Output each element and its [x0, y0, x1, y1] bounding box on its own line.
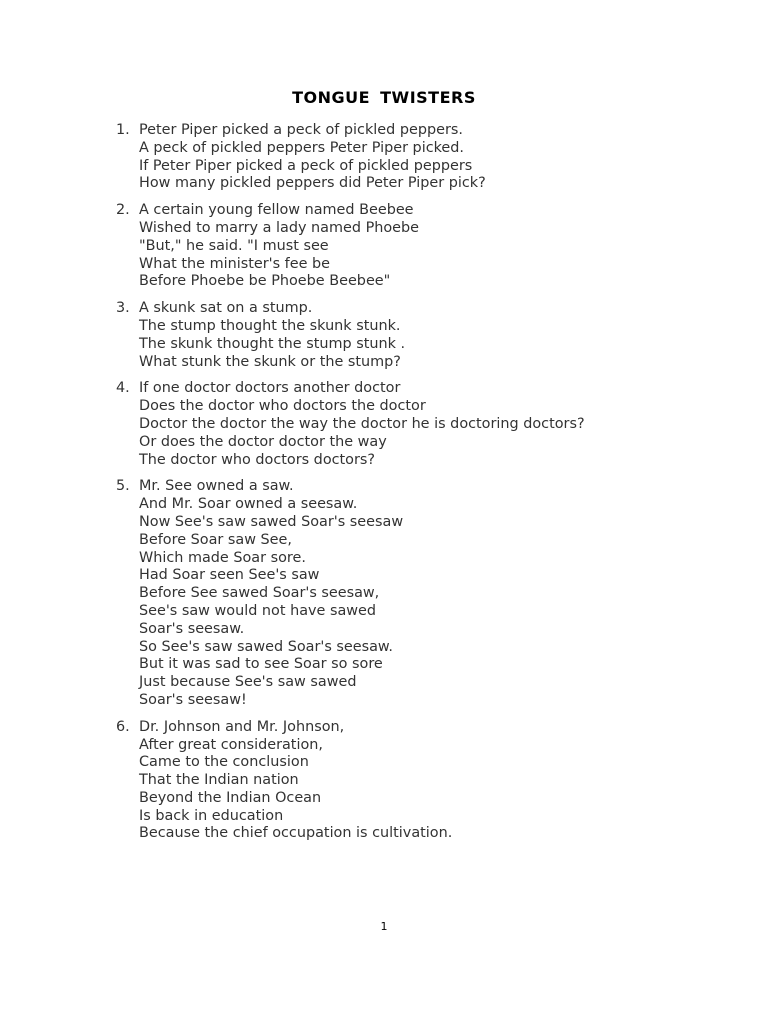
verse-line: Because the chief occupation is cultivation. — [139, 825, 453, 842]
verse-line: Which made Soar sore. — [139, 549, 306, 566]
verse-lines — [139, 122, 736, 193]
verse-line: Wished to marry a lady named Phoebe — [139, 219, 420, 236]
verse-lines — [139, 202, 736, 291]
tongue-twister-item — [116, 300, 736, 371]
verse-line: So See's saw sawed Soar's seesaw. — [139, 638, 393, 655]
verse-line: Doctor the doctor the way the doctor he is doctoring doctors? — [139, 415, 585, 432]
verse-line: Does the doctor who doctors the doctor — [139, 398, 426, 415]
verse-line: Peter Piper picked a peck of pickled peppers. — [139, 122, 463, 138]
item-number: 2. — [116, 202, 130, 219]
verse-line: What stunk the skunk or the stump? — [139, 353, 401, 370]
item-number: 1. — [116, 122, 130, 138]
item-number: 3. — [116, 300, 130, 317]
verse-line: Soar's seesaw. — [139, 620, 245, 637]
verse-line: Or does the doctor doctor the way — [139, 433, 387, 450]
verse-lines — [139, 478, 736, 709]
verse-line: But it was sad to see Soar so sore — [139, 656, 383, 673]
verse-lines — [139, 380, 736, 469]
verse-line: Dr. Johnson and Mr. Johnson, — [139, 718, 345, 735]
verse-line: That the Indian nation — [139, 772, 299, 789]
verse-line: Now See's saw sawed Soar's seesaw — [139, 513, 404, 530]
verse-line: Before See sawed Soar's seesaw, — [139, 585, 380, 602]
verse-lines — [139, 719, 736, 844]
verse-line: Had Soar seen See's saw — [139, 567, 320, 584]
verse-line: What the minister's fee be — [139, 255, 330, 272]
verse-line: A certain young fellow named Beebee — [139, 202, 414, 219]
verse-lines — [139, 300, 736, 371]
page-title: TONGUE TWISTERS — [292, 88, 476, 107]
page-number: 1 — [380, 920, 388, 933]
verse-line: Soar's seesaw! — [139, 691, 247, 708]
verse-line: The skunk thought the stump stunk . — [139, 335, 406, 352]
verse-line: Just because See's saw sawed — [139, 674, 357, 691]
verse-line: A peck of pickled peppers Peter Piper picked. — [139, 139, 464, 156]
tongue-twister-list — [116, 122, 736, 852]
item-number: 5. — [116, 478, 130, 495]
verse-line: Before Phoebe be Phoebe Beebee" — [139, 273, 391, 290]
verse-line: After great consideration, — [139, 736, 323, 753]
item-number: 6. — [116, 718, 130, 735]
tongue-twister-item — [116, 478, 736, 709]
tongue-twister-item — [116, 202, 736, 291]
verse-line: The doctor who doctors doctors? — [139, 451, 376, 468]
verse-line: Is back in education — [139, 807, 284, 824]
item-number: 4. — [116, 380, 130, 397]
verse-line: A skunk sat on a stump. — [139, 300, 313, 317]
verse-line: Beyond the Indian Ocean — [139, 789, 322, 806]
verse-line: And Mr. Soar owned a seesaw. — [139, 496, 358, 513]
verse-line: If one doctor doctors another doctor — [139, 380, 401, 397]
verse-line: See's saw would not have sawed — [139, 602, 377, 619]
verse-line: How many pickled peppers did Peter Piper pick? — [139, 175, 486, 192]
tongue-twister-item — [116, 380, 736, 469]
verse-line: "But," he said. "I must see — [139, 237, 329, 254]
tongue-twister-item — [116, 719, 736, 844]
verse-line: Before Soar saw See, — [139, 531, 292, 548]
verse-line: The stump thought the skunk stunk. — [139, 317, 401, 334]
verse-line: If Peter Piper picked a peck of pickled peppers — [139, 157, 473, 174]
tongue-twister-item — [116, 122, 736, 193]
verse-line: Came to the conclusion — [139, 754, 309, 771]
verse-line: Mr. See owned a saw. — [139, 478, 294, 495]
